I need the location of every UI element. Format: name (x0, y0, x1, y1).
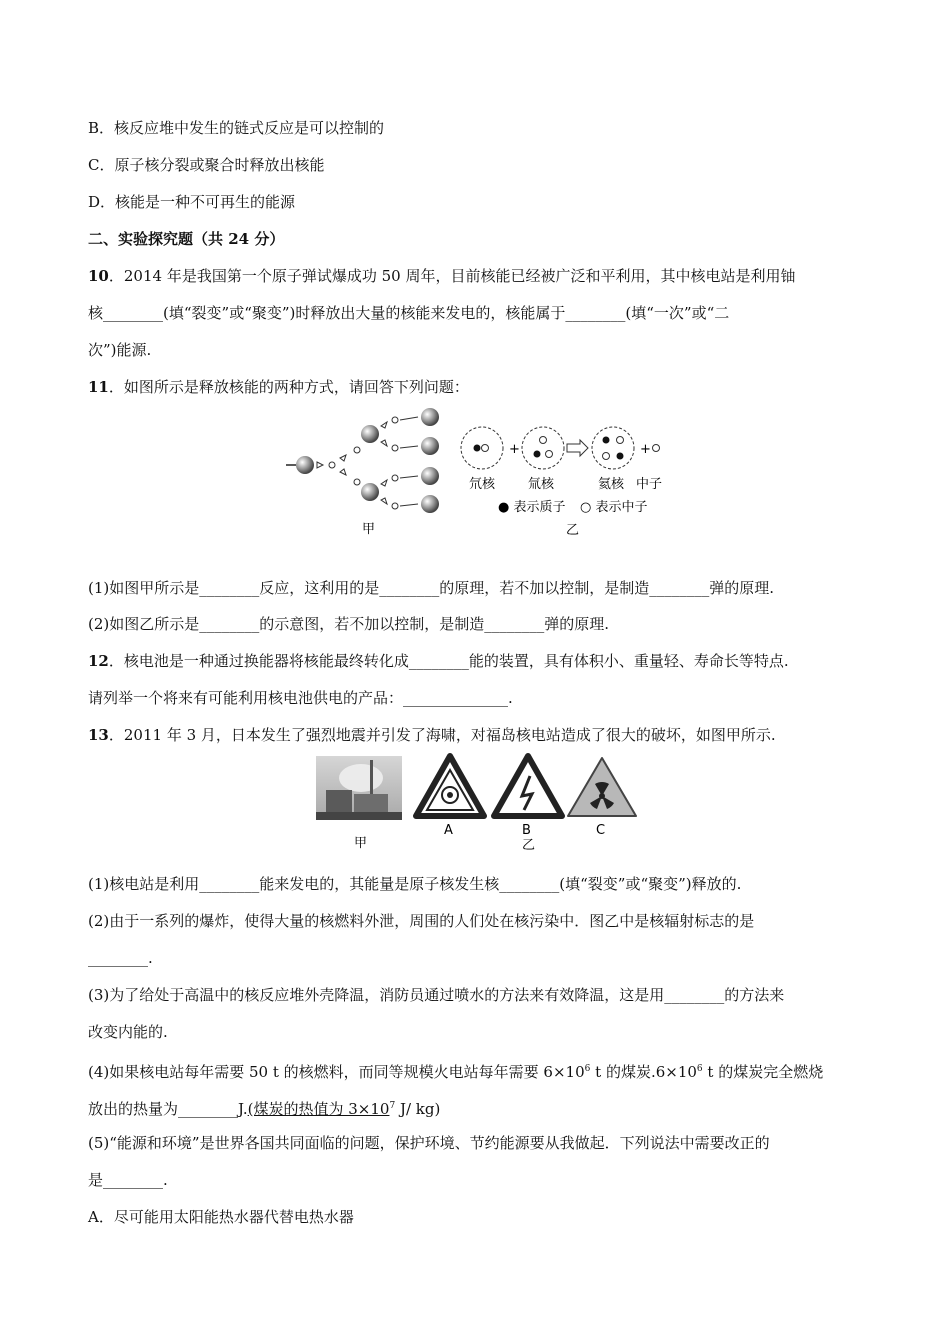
question-10-line3: 次”)能源. (88, 341, 152, 359)
label-tritium: 氚核 (528, 477, 555, 492)
legend-proton: ● 表示质子 (498, 500, 566, 515)
plus-sign-2: + (640, 442, 651, 457)
text-segment: t 的煤炭完全燃烧 (702, 1063, 824, 1081)
section-heading: 二、实验探究题（共 24 分） (88, 230, 285, 248)
figure-label-jia: 甲 (362, 522, 376, 537)
label-helium: 氦核 (598, 477, 625, 492)
nuclear-reaction-figure (282, 400, 682, 545)
question-text: ．如图所示是释放核能的两种方式，请回答下列问题： (108, 378, 469, 396)
question-11-part2: (2)如图乙所示是________的示意图，若不加以控制，是制造________弹的原理. (88, 615, 610, 633)
figure-label-yi: 乙 (566, 523, 580, 538)
option-b: B．核反应堆中发生的链式反应是可以控制的 (88, 119, 385, 137)
question-13-part3b: 改变内能的. (88, 1023, 168, 1041)
question-text: ．2014 年是我国第一个原子弹试爆成功 50 周年，目前核能已经被广泛和平利用，其中核电站是利用铀 (108, 267, 796, 285)
label-deuterium: 氘核 (469, 477, 496, 492)
question-12-line1 (88, 651, 789, 671)
label-neutron: 中子 (636, 477, 663, 492)
warning-sign-a-icon (416, 756, 484, 816)
question-10-line1 (88, 266, 795, 286)
question-number: 11 (88, 378, 109, 396)
fission-chain-diagram (286, 408, 439, 513)
fusion-diagram (461, 427, 660, 469)
question-13-part5b: 是________. (88, 1171, 168, 1189)
text-segment: (煤炭的热值为 3×10 (247, 1100, 390, 1118)
plant-photo (316, 756, 402, 820)
text-segment: t 的煤炭.6×10 (590, 1063, 697, 1081)
question-13-part2b: ________. (88, 949, 153, 967)
question-number: 13 (88, 726, 109, 744)
question-number: 12 (88, 652, 109, 670)
exponent: 6 (584, 1064, 591, 1074)
label-a: A (444, 823, 453, 838)
warning-sign-b-icon (494, 756, 562, 816)
figure-label-jia: 甲 (354, 836, 368, 851)
text-segment: (4)如果核电站每年需要 50 t 的核燃料，而同等规模火电站每年需要 6×10 (88, 1063, 585, 1081)
question-11-part1: (1)如图甲所示是________反应，这利用的是________的原理，若不加以控制，是制造________弹的原理. (88, 579, 775, 597)
question-13-part1: (1)核电站是利用________能来发电的，其能量是原子核发生核________(填“裂变”或“聚变”)释放的. (88, 875, 742, 893)
fukushima-figure (316, 752, 656, 857)
plus-sign: + (509, 442, 520, 457)
question-text: ．核电池是一种通过换能器将核能最终转化成________能的装置，具有体积小、重量轻、寿命长等特点. (108, 652, 789, 670)
option-a: A．尽可能用太阳能热水器代替电热水器 (88, 1208, 354, 1226)
question-11 (88, 377, 469, 397)
question-13-part5a: (5)“能源和环境”是世界各国共同面临的问题，保护环境、节约能源要从我做起．下列说法中需要改正的 (88, 1134, 770, 1152)
question-13-part4b (88, 1096, 440, 1119)
option-d: D．核能是一种不可再生的能源 (88, 193, 296, 211)
label-c: C (596, 823, 606, 838)
question-10-line2: 核________(填“裂变”或“聚变”)时释放出大量的核能来发电的，核能属于________(填“一次”或“二 (88, 304, 730, 322)
exponent: 7 (389, 1101, 396, 1111)
label-b: B (522, 823, 531, 838)
question-13-part4a (88, 1059, 823, 1082)
exponent: 6 (696, 1064, 703, 1074)
text-segment: J/ kg) (395, 1100, 441, 1118)
question-13-part3a: (3)为了给处于高温中的核反应堆外壳降温，消防员通过喷水的方法来有效降温，这是用________的方法来 (88, 986, 785, 1004)
question-number: 10 (88, 267, 109, 285)
option-c: C．原子核分裂或聚合时释放出核能 (88, 156, 325, 174)
question-12-line2: 请列举一个将来有可能利用核电池供电的产品：______________. (88, 689, 513, 707)
question-text: ．2011 年 3 月，日本发生了强烈地震并引发了海啸，对福岛核电站造成了很大的破坏，如图甲所示. (108, 726, 776, 744)
question-13-part2a: (2)由于一系列的爆炸，使得大量的核燃料外泄，周围的人们处在核污染中．图乙中是核辐射标志的是 (88, 912, 755, 930)
text-segment: 放出的热量为________J. (88, 1100, 248, 1118)
question-13 (88, 725, 776, 745)
radiation-sign-c-icon (568, 758, 636, 816)
figure-label-yi: 乙 (522, 838, 536, 853)
legend-neutron: ○ 表示中子 (580, 500, 648, 515)
